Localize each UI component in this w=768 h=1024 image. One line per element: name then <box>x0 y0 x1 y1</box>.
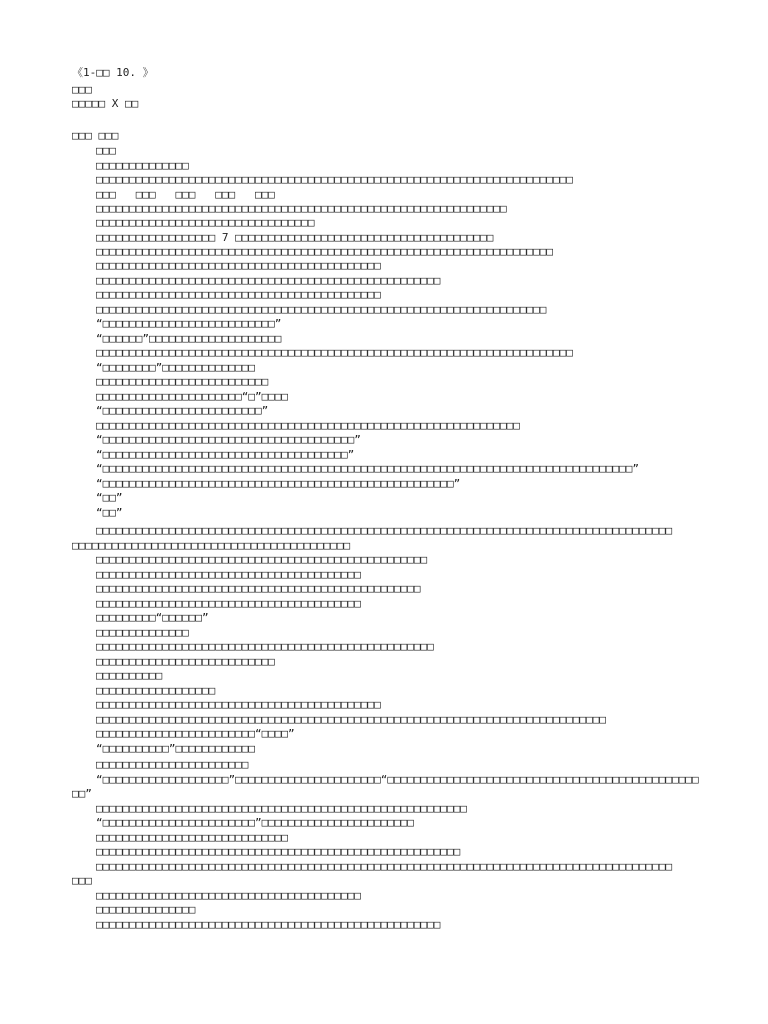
document-line: “□□” <box>96 506 123 519</box>
document-line: “□□□□□□□□□□□□□□□□□□□□□□□□□□□□□□□□□□□□□” <box>96 448 355 461</box>
document-line: □□□□□□□□□□□□□□□□□□□□□□□□□□□□□□□□□□□□□□□□□□ <box>72 539 351 552</box>
document-line: “□□□□□□□□□□□□□□□□□□□□□□□□□□□□□□□□□□□□□□” <box>96 433 361 446</box>
document-line: □□□□□□□□□□□□□□□□□□ 7 □□□□□□□□□□□□□□□□□□□□□□□□□□□□□□□□□□□□□□□ <box>96 231 494 244</box>
document-line: 《1-□□ 10. 》 <box>72 66 154 79</box>
document-line: □□□□□□□□□□□□□□□□□□□□□□□□□□□□□□□□□□□□□□□□□□□ <box>96 698 381 711</box>
document-line: □□□□□□□□□□□□□□□□□□□□□□□□□□□□□ <box>96 831 289 844</box>
document-line: □□” <box>72 787 92 800</box>
document-line: □□□ □□□ □□□ □□□ □□□ <box>96 188 275 201</box>
document-line: □□□□□□□□□□□□□□□□□□□□□□□□□□□□□□□□□□□□□□□□□□□□□□□□□□□□□□□□□□□□□□□□□□□□□□□□□□□□□□□□□□□□□□□ <box>96 860 673 873</box>
document-line: □□□□□□□□□□□□□□□□□□□□□□□□□□□□□□□□□□□□□□□□□□□□□□□□□□□□□□□□ <box>96 802 467 815</box>
document-line: □□□□□□□□□□□□□□□□□□□□□□□□□□□□□□□□□□□□□□□□□□□□□□□□□□□ <box>96 640 434 653</box>
document-line: “□□□□□□”□□□□□□□□□□□□□□□□□□□□ <box>96 332 282 345</box>
document-line: “□□□□□□□□□□”□□□□□□□□□□□□ <box>96 742 255 755</box>
document-line: □□□□□□□□□□□□□□□□□□□□□□□□□□□□□□□□□□□□□□□□□□□□□□□□□□ <box>96 553 428 566</box>
document-line: □□□□□□□□□□□□□□□□□□□□□□“□”□□□□ <box>96 390 289 403</box>
document-line: □□□□□□□□□□□□□□□□□□□□□□□□□□□□□□□□□□□□□□□□□□□□□□□□□□□□ <box>96 274 441 287</box>
document-line: “□□□□□□□□□□□□□□□□□□□□□□□□□□□□□□□□□□□□□□□□□□□□□□□□□□□□□” <box>96 477 461 490</box>
document-line: □□□□□□□□□□□□□□□□□□□□□□□□□□□□□□□□□□□□□□□□□□□ <box>96 259 381 272</box>
document-line: □□□□□□□□□□□□□□□□□□□□□□□□□□□□□□□□□□□□□□□□□□□□□□□□□□□□□□□□□□□□□□□□ <box>96 419 520 432</box>
document-line: □□□□□ X □□ <box>72 97 139 110</box>
document-line: □□□□□□□□□□□□□□□□□□ <box>96 684 216 697</box>
document-line: □□□□□□□□□□□□□□□□□□□□□□□□□□□□□□□□□□□□□□□□□□□ <box>96 288 381 301</box>
document-line: “□□□□□□□□□□□□□□□□□□□□□□□”□□□□□□□□□□□□□□□□□□□□□□□ <box>96 816 414 829</box>
document-line: □□□□□□□□□□□□□□□□□□□□□□□□□□□□□□□□□□□□□□□□□□□□□□□□□□□□□□□□□□□□□□□□□□□□□ <box>96 245 553 258</box>
document-line: □□□□□□□□□□□□□□□□□□□□□□□□□□□□□□□□□□□□□□□□□□□□□□□□□□□□□□□□□□□□□□□□□□□□□□□□□□□□□ <box>96 713 606 726</box>
document-line: □□□□□□□□□□□□□□□□□□□□□□□□□□□□□□□□□□□□□□□□□□□□□□□□□□□□□□□□□□□□□□ <box>96 202 507 215</box>
document-line: “□□” <box>96 491 123 504</box>
document-line: □□□ <box>72 874 92 887</box>
document-line: □□□□□□□□□□□□□□□□□□□□□□□□“□□□□” <box>96 727 295 740</box>
document-line: □□□□□□□□□□□□□□ <box>96 626 189 639</box>
document-line: □□□□□□□□□□□□□□□□□□□□□□□□□□□□□□□□□□□□□□□□□□□□□□□□□□□□□□□□□□□□□□□□□□□□□□□□ <box>96 346 573 359</box>
document-line: □□□□□□□□□□□□□□ <box>96 159 189 172</box>
document-line: □□□ <box>72 83 92 96</box>
document-line: □□□□□□□□□□□□□□□□□□□□□□□ <box>96 758 249 771</box>
document-line: □□□□□□□□□□□□□□□□□□□□□□□□□□□□□□□□□ <box>96 216 315 229</box>
document-line: □□□□□□□□□□□□□□□□□□□□□□□□□□□□□□□□□□□□□□□□ <box>96 568 361 581</box>
document-line: □□□□□□□□□□□□□□□□□□□□□□□□□□□□□□□□□□□□□□□□□□□□□□□□□ <box>96 582 421 595</box>
document-line: □□□□□□□□□“□□□□□□” <box>96 611 209 624</box>
document-line: “□□□□□□□□□□□□□□□□□□□□□□□□□□” <box>96 317 282 330</box>
document-line: “□□□□□□□□□□□□□□□□□□□□□□□□” <box>96 404 269 417</box>
document-line: □□□□□□□□□□□□□□□□□□□□□□□□□□□ <box>96 655 275 668</box>
document-line: □□□ □□□ <box>72 129 119 142</box>
document-line: □□□□□□□□□□□□□□□□□□□□□□□□□□ <box>96 375 269 388</box>
document-line: □□□□□□□□□□□□□□□□□□□□□□□□□□□□□□□□□□□□□□□□ <box>96 597 361 610</box>
document-line: □□□□□□□□□□□□□□□□□□□□□□□□□□□□□□□□□□□□□□□□□□□□□□□□□□□□□□□□□□□□□□□□□□□□ <box>96 303 547 316</box>
document-line: □□□□□□□□□□□□□□□□□□□□□□□□□□□□□□□□□□□□□□□□□□□□□□□□□□□□□□□ <box>96 845 461 858</box>
document-line: “□□□□□□□□□□□□□□□□□□□□□□□□□□□□□□□□□□□□□□□□□□□□□□□□□□□□□□□□□□□□□□□□□□□□□□□□□□□□□□□□” <box>96 462 640 475</box>
document-line: □□□□□□□□□□□□□□□□□□□□□□□□□□□□□□□□□□□□□□□□ <box>96 889 361 902</box>
document-line: □□□□□□□□□□□□□□□□□□□□□□□□□□□□□□□□□□□□□□□□□□□□□□□□□□□□□□□□□□□□□□□□□□□□□□□□□□□□□□□□□□□□□□□ <box>96 524 673 537</box>
document-line: □□□□□□□□□□ <box>96 669 163 682</box>
document-line: “□□□□□□□□□□□□□□□□□□□”□□□□□□□□□□□□□□□□□□□□□□“□□□□□□□□□□□□□□□□□□□□□□□□□□□□□□□□□□□□□□□□□□□□□□□ <box>96 773 699 786</box>
document-line: □□□ <box>96 144 116 157</box>
document-line: □□□□□□□□□□□□□□□□□□□□□□□□□□□□□□□□□□□□□□□□□□□□□□□□□□□□ <box>96 918 441 931</box>
document-line: “□□□□□□□□”□□□□□□□□□□□□□□ <box>96 361 255 374</box>
document-line: □□□□□□□□□□□□□□□ <box>96 903 196 916</box>
document-line: □□□□□□□□□□□□□□□□□□□□□□□□□□□□□□□□□□□□□□□□□□□□□□□□□□□□□□□□□□□□□□□□□□□□□□□□ <box>96 173 573 186</box>
